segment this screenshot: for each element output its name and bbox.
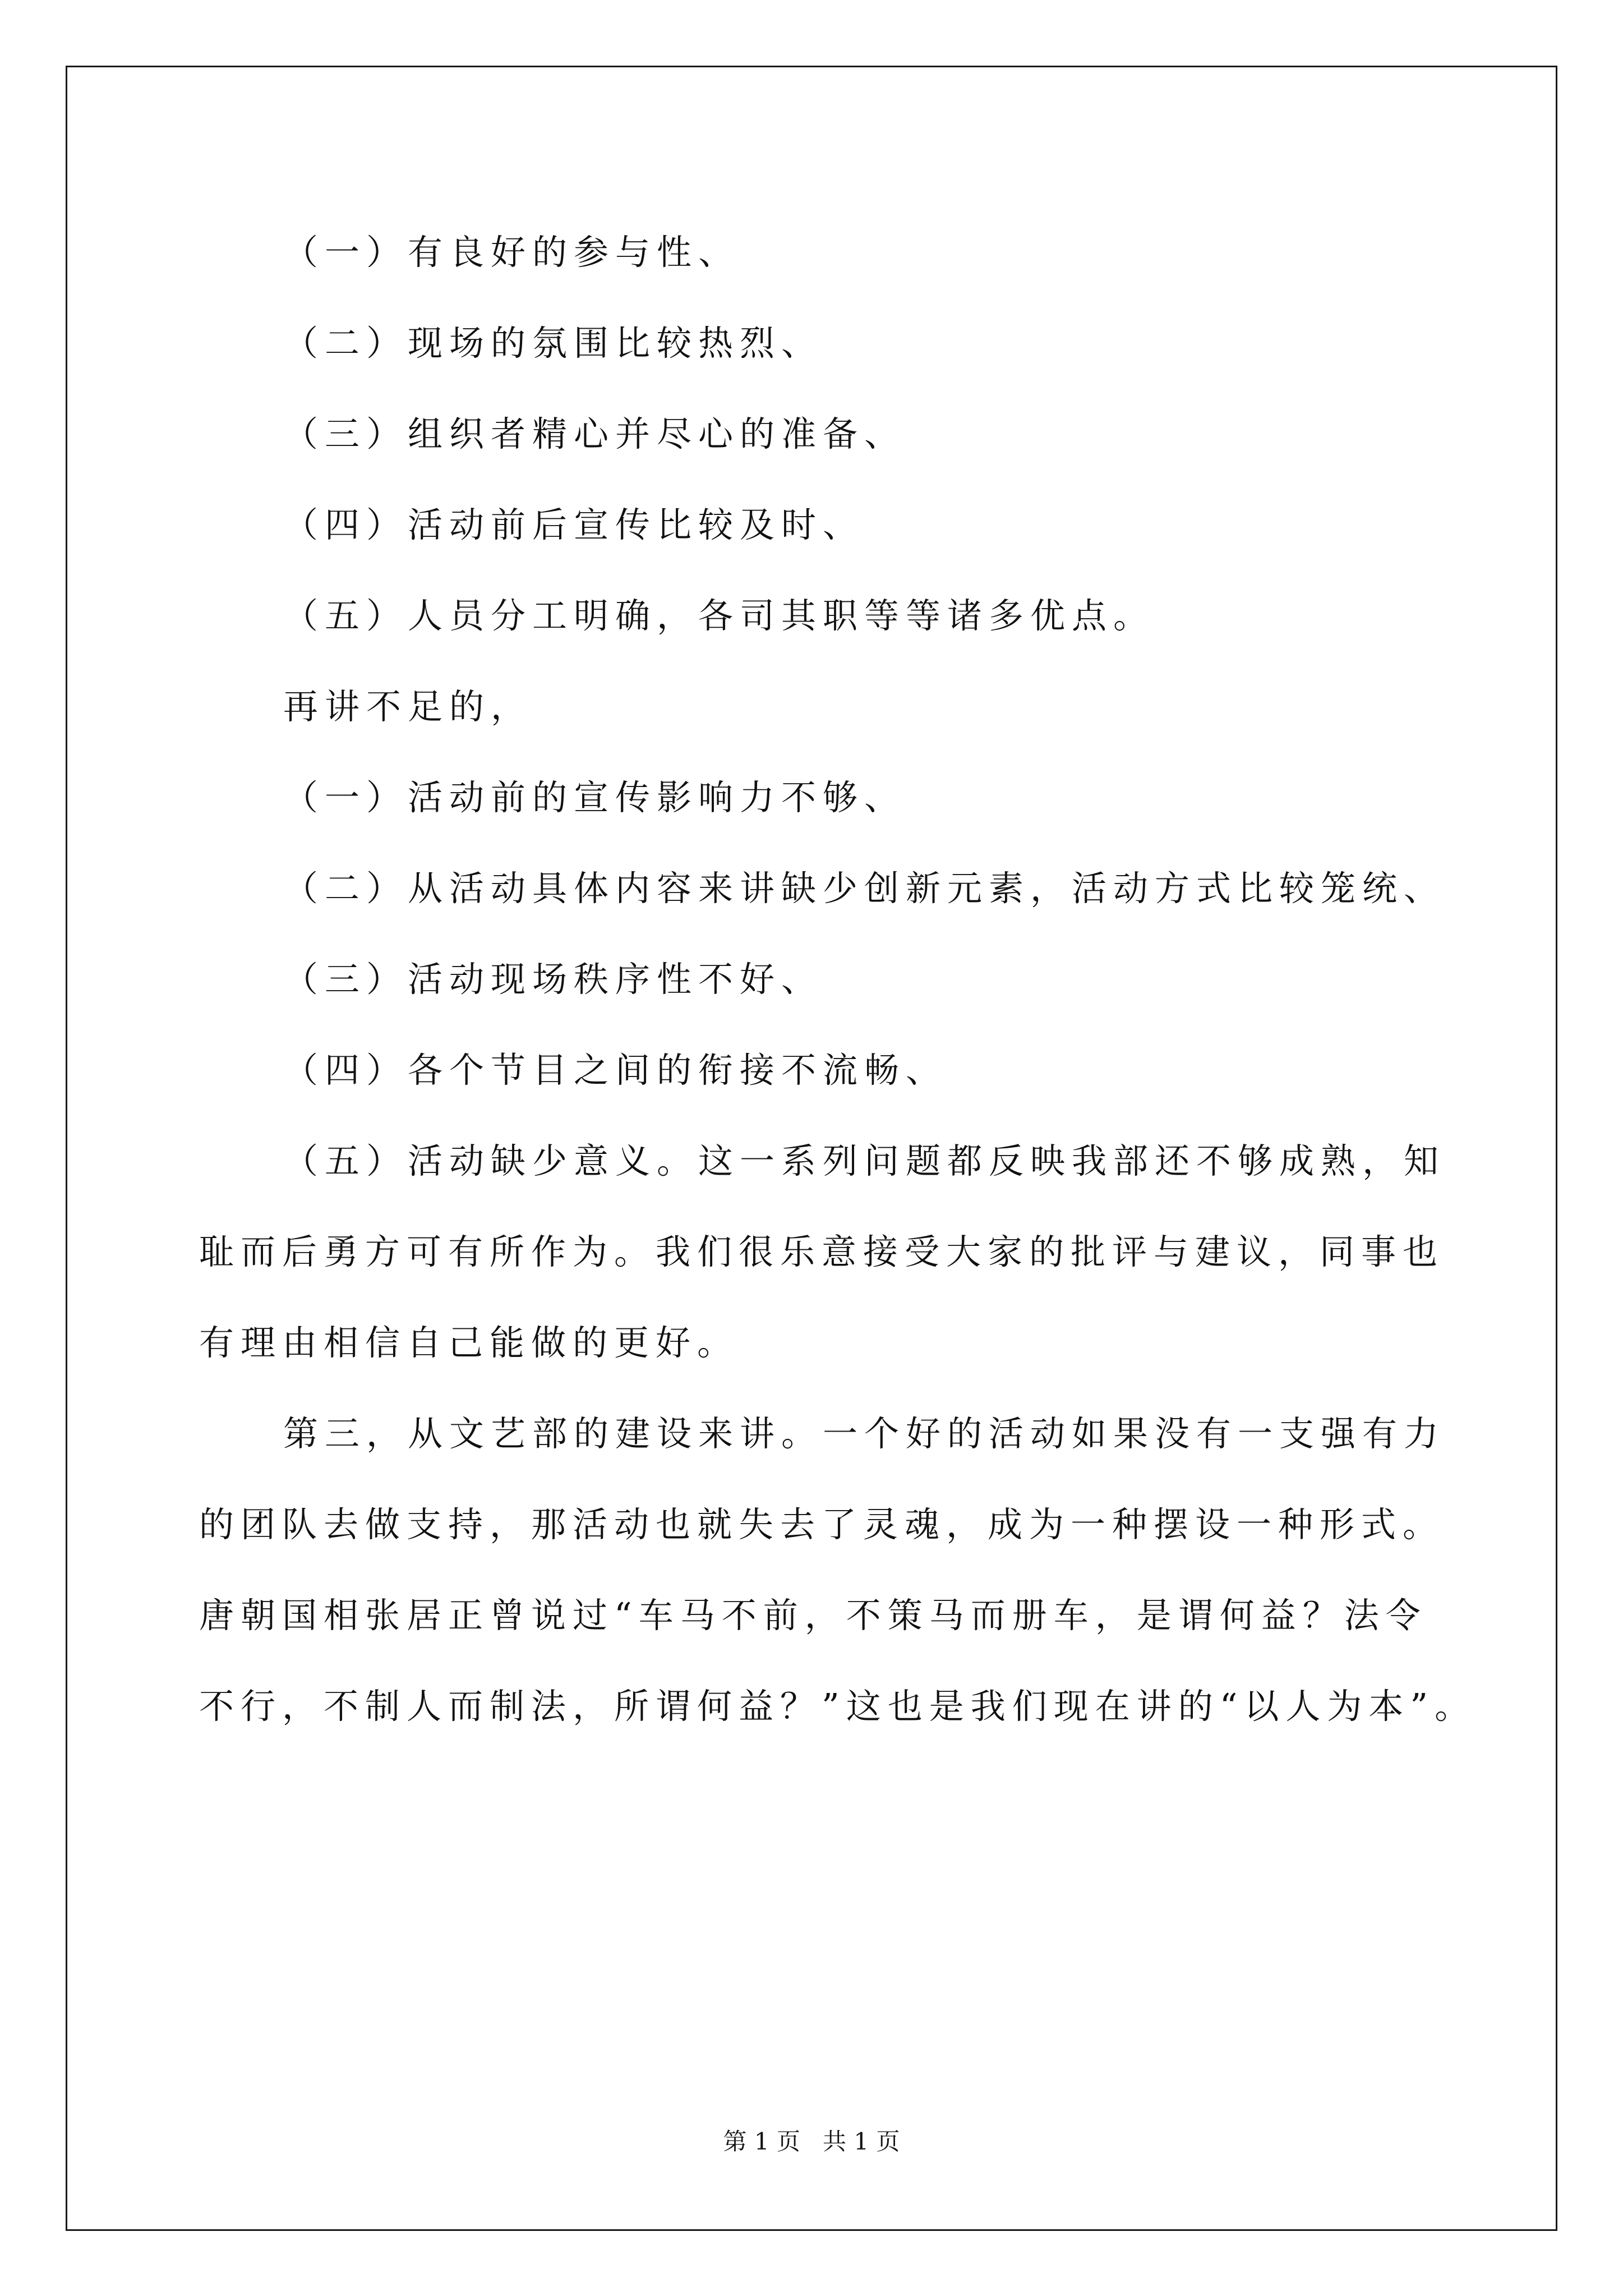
text-line: （一）有良好的参与性、 — [283, 232, 740, 273]
text-line: 不行，不制人而制法，所谓何益？”这也是我们现在讲的“以人为本”。 — [199, 1686, 1477, 1727]
text-line: （三）组织者精心并尽心的准备、 — [283, 413, 906, 454]
text-line: 的团队去做支持，那活动也就失去了灵魂，成为一种摆设一种形式。 — [199, 1504, 1445, 1545]
text-line: 唐朝国相张居正曾说过“车马不前，不策马而册车，是谓何益？法令 — [199, 1595, 1427, 1636]
text-line: （五）活动缺少意义。这一系列问题都反映我部还不够成熟，知 — [283, 1140, 1446, 1181]
text-line: （二）从活动具体内容来讲缺少创新元素，活动方式比较笼统、 — [283, 868, 1446, 909]
text-line: （一）活动前的宣传影响力不够、 — [283, 777, 906, 818]
text-line: 第三，从文艺部的建设来讲。一个好的活动如果没有一支强有力 — [283, 1413, 1446, 1454]
text-line: （四）活动前后宣传比较及时、 — [283, 504, 865, 545]
text-line: 有理由相信自己能做的更好。 — [199, 1322, 739, 1363]
text-line: （五）人员分工明确，各司其职等等诸多优点。 — [283, 595, 1155, 636]
text-line: 耻而后勇方可有所作为。我们很乐意接受大家的批评与建议，同事也 — [199, 1231, 1445, 1272]
text-line: （三）活动现场秩序性不好、 — [283, 959, 823, 1000]
text-line: 再讲不足的， — [283, 686, 533, 727]
page-number-footer: 第 1 页 共 1 页 — [723, 2128, 900, 2155]
text-line: （四）各个节目之间的衔接不流畅、 — [283, 1050, 948, 1091]
text-line: （二）现场的氛围比较热烈、 — [283, 323, 823, 364]
